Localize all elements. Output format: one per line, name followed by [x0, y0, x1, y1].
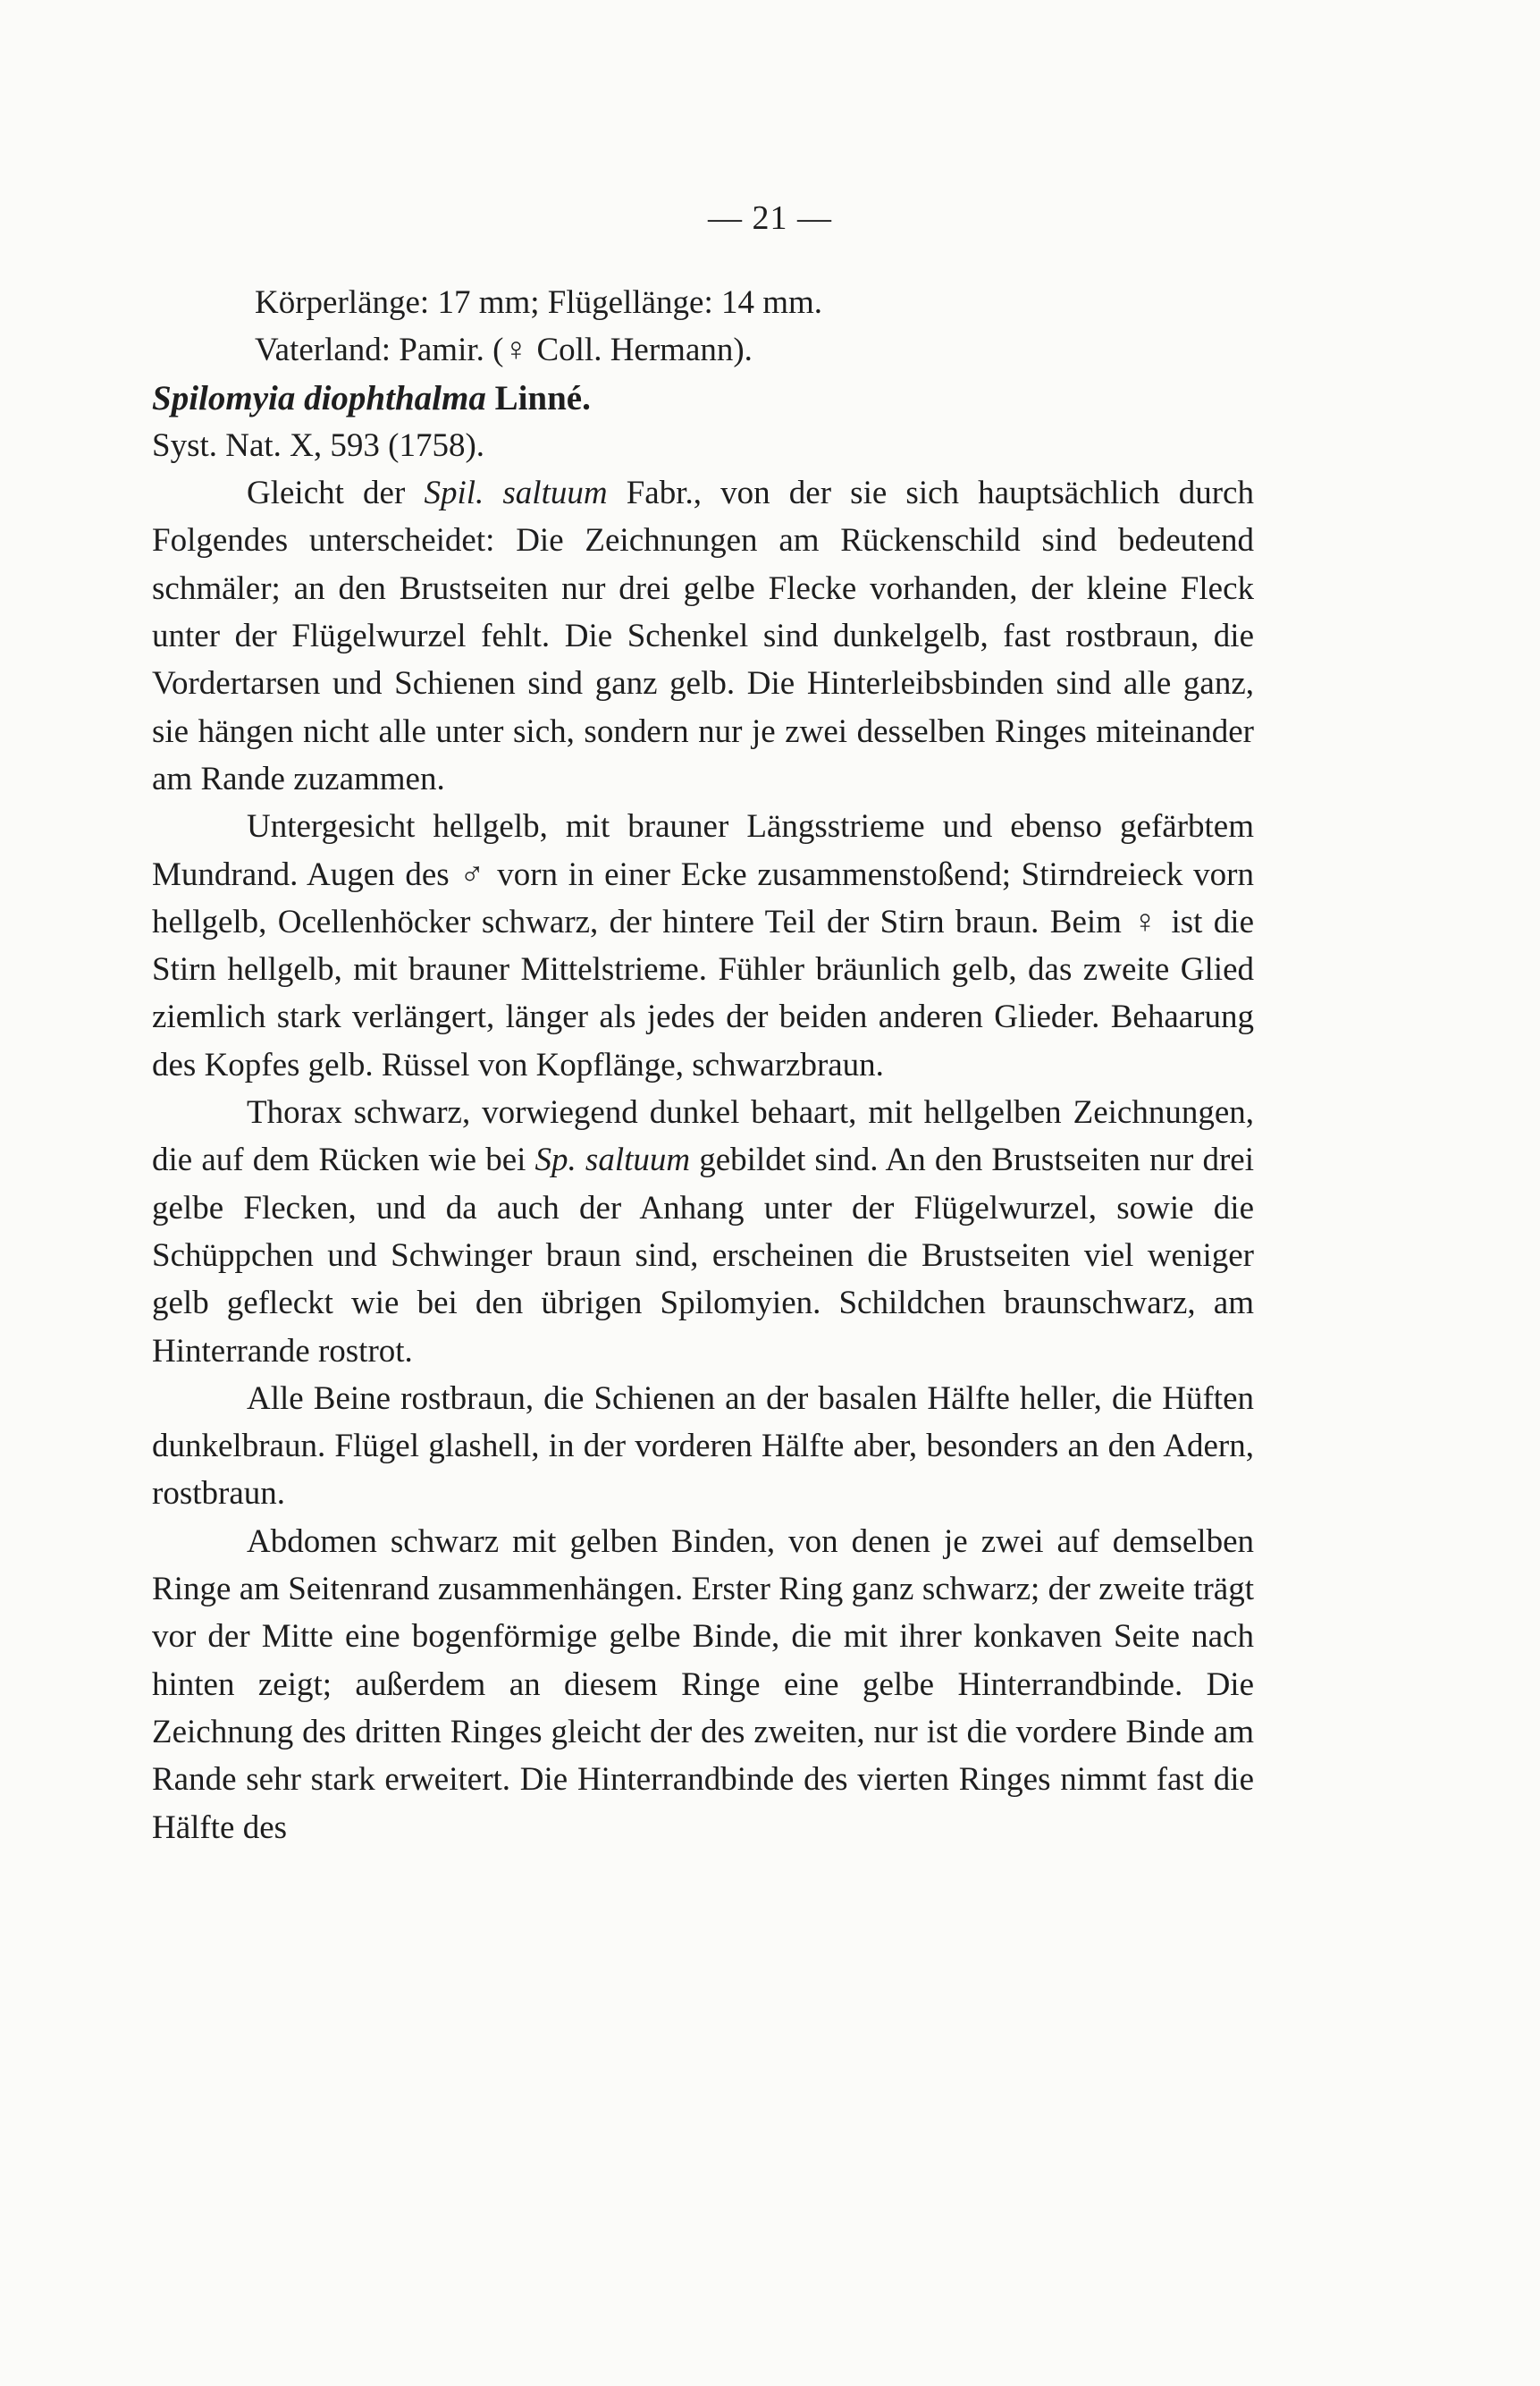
species-name: Spilomyia diophthalma	[152, 378, 486, 417]
species-author: Linné.	[494, 378, 591, 417]
page-body	[152, 279, 1254, 1851]
locality-line: Vaterland: Pamir. (♀ Coll. Hermann).	[255, 332, 753, 369]
species-reference: Sp. saltuum	[534, 1142, 691, 1179]
page-number: — 21 —	[708, 199, 832, 237]
measurements-line: Körperlänge: 17 mm; Flügellänge: 14 mm.	[255, 284, 823, 321]
species-citation: Syst. Nat. X, 593 (1758).	[152, 426, 485, 464]
paragraph-comparison-text-b: Fabr., von der sie sich hauptsächlich durch Folgendes unterscheidet: Die Zeichnungen am Rückenschild sind bedeutend schmäler; an den Brustseiten nur drei gelbe Flecke vorhanden, der kleine Fleck unter der Flügelwurzel fehlt. Die Schenkel sind dunkelgelb, fast rostbraun, die Vordertarsen und Schienen sind ganz gelb. Die Hinterleibsbinden sind alle ganz, sie hängen nicht alle unter sich, sondern nur je zwei desselben Ringes miteinander am Rande zuzammen.	[152, 475, 1254, 797]
paragraph-abdomen: Abdomen schwarz mit gelben Binden, von denen je zwei auf demselben Ringe am Seitenrand zusammenhängen. Erster Ring ganz schwarz; der zweite trägt vor der Mitte eine bogenförmige gelbe Binde, die mit ihrer konkaven Seite nach hinten zeigt; außerdem an diesem Ringe eine gelbe Hinterrandbinde. Die Zeichnung des dritten Ringes gleicht der des zweiten, nur ist die vordere Binde am Rande sehr stark erweitert. Die Hinterrandbinde des vierten Ringes nimmt fast die Hälfte des	[152, 1522, 1254, 1846]
species-reference: Spil. saltuum	[424, 475, 608, 512]
paragraph-thorax-text-b: gebildet sind. An den Brustseiten nur drei gelbe Flecken, und da auch der Anhang unter der Flügelwurzel, sowie die Schüppchen und Schwinger braun sind, erscheinen die Brustseiten viel weniger gelb gefleckt wie bei den übrigen Spilomyien. Schildchen braunschwarz, am Hinterrande rostrot.	[152, 1142, 1255, 1370]
species-heading	[152, 375, 1254, 422]
paragraph-thorax-text-a: Thorax schwarz, vorwiegend dunkel behaart, mit hellgelben Zeichnungen, die auf dem Rücken wie bei	[152, 1094, 1254, 1179]
paragraph-thorax	[152, 1089, 1254, 1375]
paragraph-legs: Alle Beine rostbraun, die Schienen an der basalen Hälfte heller, die Hüften dunkelbraun. Flügel glashell, in der vorderen Hälfte aber, besonders an den Adern, rostbraun.	[152, 1379, 1254, 1513]
paragraph-comparison-text-a: Gleicht der	[247, 475, 425, 512]
paragraph-comparison	[152, 469, 1254, 803]
paragraph-head: Untergesicht hellgelb, mit brauner Längsstrieme und ebenso gefärbtem Mundrand. Augen des ♂ vorn in einer Ecke zusammenstoßend; Stirndreieck vorn hellgelb, Ocellenhöcker schwarz, der hintere Teil der Stirn braun. Beim ♀ ist die Stirn hellgelb, mit brauner Mittelstrieme. Fühler bräunlich gelb, das zweite Glied ziemlich stark verlängert, länger als jedes der beiden anderen Glieder. Behaarung des Kopfes gelb. Rüssel von Kopflänge, schwarzbraun.	[152, 808, 1254, 1083]
